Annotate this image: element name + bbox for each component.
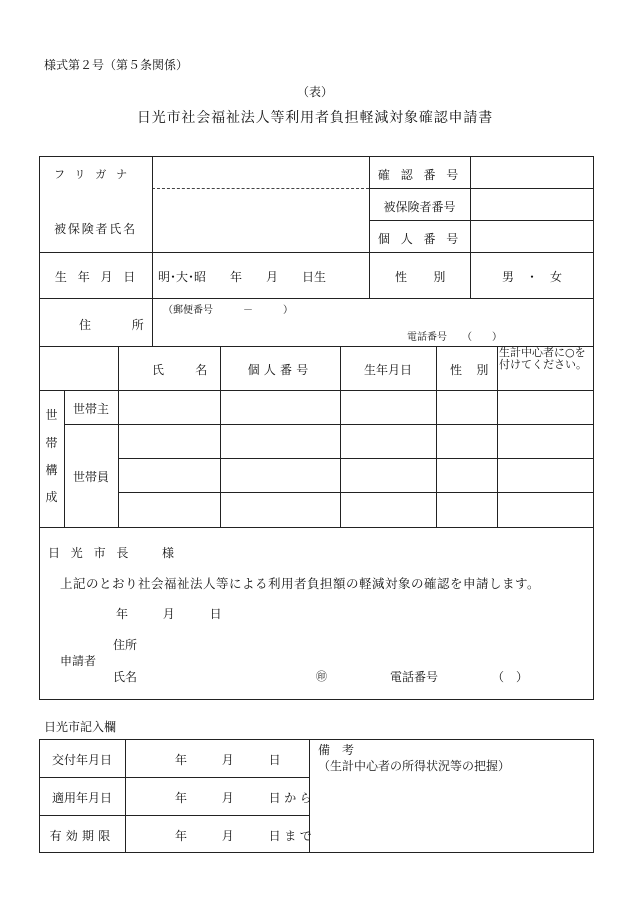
application-date[interactable]: 年 月 日 — [116, 607, 226, 621]
line — [369, 220, 594, 221]
household-head-label: 世帯主 — [72, 402, 109, 416]
address-label: 住所 — [79, 318, 185, 332]
insured-number-field[interactable] — [472, 191, 592, 219]
household-member-label: 世帯員 — [72, 470, 109, 484]
postal-code[interactable]: （郵便番号 － ） — [163, 305, 293, 316]
city-section-title: 日光市記入欄 — [44, 720, 117, 734]
line — [39, 527, 594, 528]
page-title: 日光市社会福祉法人等利用者負担軽減対象確認申請書 — [136, 110, 494, 126]
form-side: （表） — [296, 85, 333, 99]
col-personal-number: 個人番号 — [247, 363, 313, 377]
col-gender: 性別 — [450, 363, 503, 377]
line — [39, 298, 594, 299]
applicant-address-label: 住所 — [113, 638, 138, 652]
remarks-subtitle: （生計中心者の所得状況等の把握） — [318, 759, 511, 773]
personal-number-label: 個人番号 — [377, 232, 470, 246]
insured-number-label: 被保険者番号 — [383, 200, 456, 214]
household-label-char-2: 帯 — [45, 436, 58, 450]
birth-date-value[interactable]: 明･大･昭 年 月 日生 — [158, 270, 327, 284]
furigana-field[interactable] — [155, 163, 367, 185]
furigana-label: フリガナ — [53, 168, 138, 181]
line — [39, 815, 309, 816]
insured-name-field[interactable] — [155, 192, 367, 248]
household-label-char-4: 成 — [45, 490, 58, 504]
apply-date-value[interactable]: 年 月 日から — [175, 791, 316, 805]
furigana-divider — [152, 188, 369, 189]
issue-date-value[interactable]: 年 月 日 — [175, 753, 285, 767]
remarks-title: 備 考 — [318, 743, 355, 757]
applicant-name-label: 氏名 — [113, 670, 138, 684]
insured-name-label: 被保険者氏名 — [54, 222, 137, 236]
line — [64, 424, 594, 425]
line — [470, 156, 471, 252]
line — [39, 777, 309, 778]
household-label-char-3: 構 — [45, 463, 58, 477]
birth-date-label: 生年月日 — [54, 270, 147, 284]
phone-number[interactable]: 電話番号 （ ） — [407, 332, 502, 343]
issue-date-label: 交付年月日 — [51, 753, 112, 767]
confirm-number-label: 確認番号 — [377, 168, 470, 182]
line — [118, 492, 594, 493]
declaration-text: 上記のとおり社会福祉法人等による利用者負担額の軽減対象の確認を申請します。 — [60, 576, 541, 591]
personal-number-field[interactable] — [472, 223, 592, 251]
col-name: 氏名 — [152, 363, 239, 377]
line — [118, 458, 594, 459]
form-number: 様式第２号（第５条関係） — [44, 58, 189, 72]
seal-mark: ㊞ — [316, 670, 327, 683]
line — [125, 739, 126, 853]
gender-label: 性別 — [395, 270, 472, 284]
applicant-phone[interactable]: 電話番号 （ ） — [390, 670, 529, 684]
gender-value[interactable]: 男 ・ 女 — [501, 270, 562, 284]
confirm-number-field[interactable] — [472, 159, 592, 187]
applicant-label: 申請者 — [60, 654, 97, 668]
line — [39, 252, 594, 253]
expiry-value[interactable]: 年 月 日まで — [175, 829, 316, 843]
household-label-char-1: 世 — [45, 408, 58, 422]
col-birth-date: 生年月日 — [363, 363, 412, 377]
expiry-label: 有効期限 — [49, 829, 115, 843]
line — [369, 188, 594, 189]
apply-date-label: 適用年月日 — [51, 791, 112, 805]
addressee: 日光市長 様 — [48, 546, 185, 560]
household-note: 生計中心者に○を付けてください。 — [499, 346, 587, 371]
line — [39, 390, 594, 391]
